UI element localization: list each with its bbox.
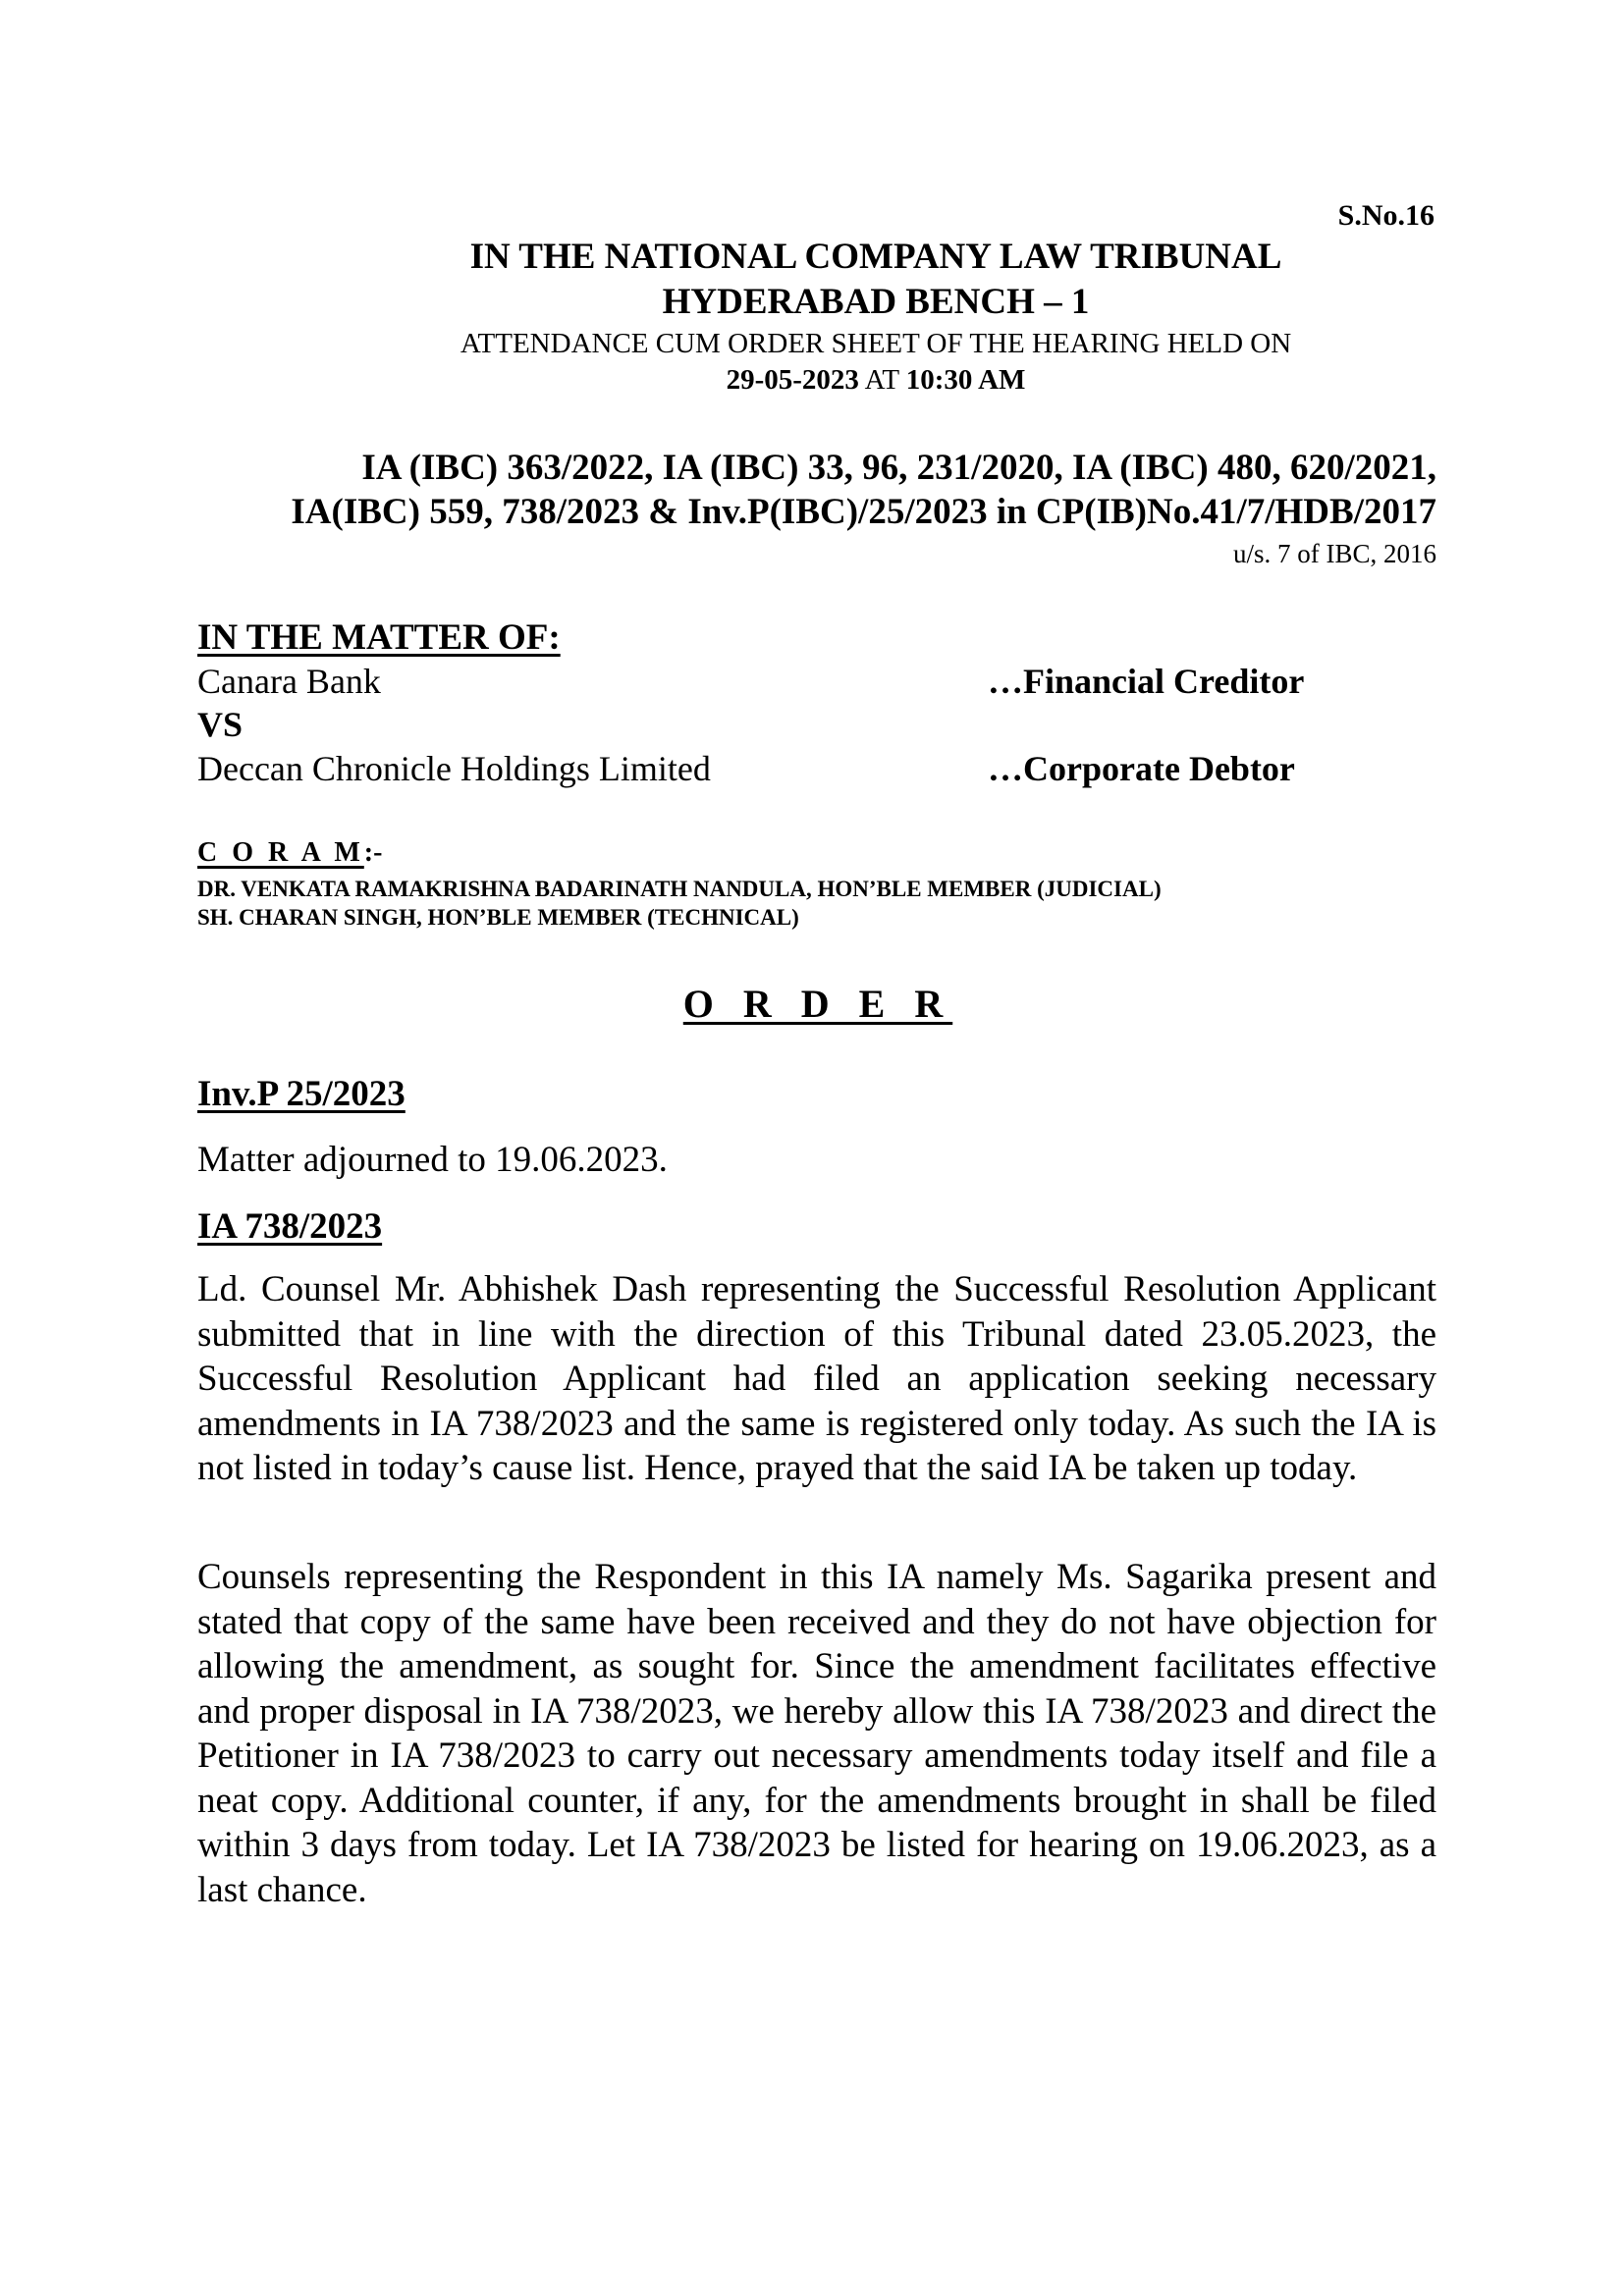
case-section: u/s. 7 of IBC, 2016 <box>1232 539 1436 568</box>
financial-creditor-name: Canara Bank <box>197 662 381 701</box>
order-heading <box>0 981 1624 1027</box>
hearing-at: AT <box>864 364 899 396</box>
hearing-time: 10:30 AM <box>905 364 1026 396</box>
versus-label: VS <box>197 705 244 744</box>
coram-suffix: :- <box>363 837 383 868</box>
hearing-date: 29-05-2023 <box>726 364 859 396</box>
tribunal-title: IN THE NATIONAL COMPANY LAW TRIBUNAL <box>469 237 1282 277</box>
coram-label: C O R A M <box>197 837 364 868</box>
order-paragraph-2: Counsels representing the Respondent in this IA namely Ms. Sagarika present and stated that copy of the same have been received and they do not have objection for allowing the amendment, as sought for. Since the amendment facilitates effective and proper disposal in IA 738/2023, we hereby allow this IA 738/2023 and direct the Petitioner in IA 738/2023 to carry out necessary amendments today itself and file a neat copy. Additional counter, if any, for the amendments brought in shall be filed within 3 days from today. Let IA 738/2023 be listed for hearing on 19.06.2023, as a last chance. <box>197 1557 1436 1910</box>
section-heading-inv-p: Inv.P 25/2023 <box>197 1074 406 1114</box>
section-heading-ia-738: IA 738/2023 <box>197 1206 383 1247</box>
coram-heading <box>197 837 382 869</box>
matter-heading: IN THE MATTER OF: <box>197 617 561 658</box>
coram-member-technical: SH. CHARAN SINGH, HON’BLE MEMBER (TECHNICAL) <box>197 905 799 930</box>
corporate-debtor-role: …Corporate Debtor <box>988 749 1295 788</box>
financial-creditor-role: …Financial Creditor <box>988 662 1305 701</box>
bench-title: HYDERABAD BENCH – 1 <box>662 282 1090 322</box>
hearing-datetime <box>0 364 1624 397</box>
order-paragraph-1: Ld. Counsel Mr. Abhishek Dash representing the Successful Resolution Applicant submitted that in line with the direction of this Tribunal dated 23.05.2023, the Successful Resolution Applicant had filed an application seeking necessary amendments in IA 738/2023 and the same is registered only today. As such the IA is not listed in today’s cause list. Hence, prayed that the said IA be taken up today. <box>197 1269 1436 1488</box>
case-numbers-line-1: IA (IBC) 363/2022, IA (IBC) 33, 96, 231/2020, IA (IBC) 480, 620/2021, <box>361 448 1436 488</box>
order-heading-label: O R D E R <box>682 982 953 1026</box>
serial-number: S.No.16 <box>1337 199 1435 232</box>
coram-member-judicial: DR. VENKATA RAMAKRISHNA BADARINATH NANDULA, HON’BLE MEMBER (JUDICIAL) <box>197 877 1162 901</box>
section-text-inv-p: Matter adjourned to 19.06.2023. <box>197 1140 668 1180</box>
case-numbers-line-2: IA(IBC) 559, 738/2023 & Inv.P(IBC)/25/2023 in CP(IB)No.41/7/HDB/2017 <box>291 492 1436 532</box>
attendance-line: ATTENDANCE CUM ORDER SHEET OF THE HEARING HELD ON <box>460 328 1292 359</box>
corporate-debtor-name: Deccan Chronicle Holdings Limited <box>197 749 711 788</box>
